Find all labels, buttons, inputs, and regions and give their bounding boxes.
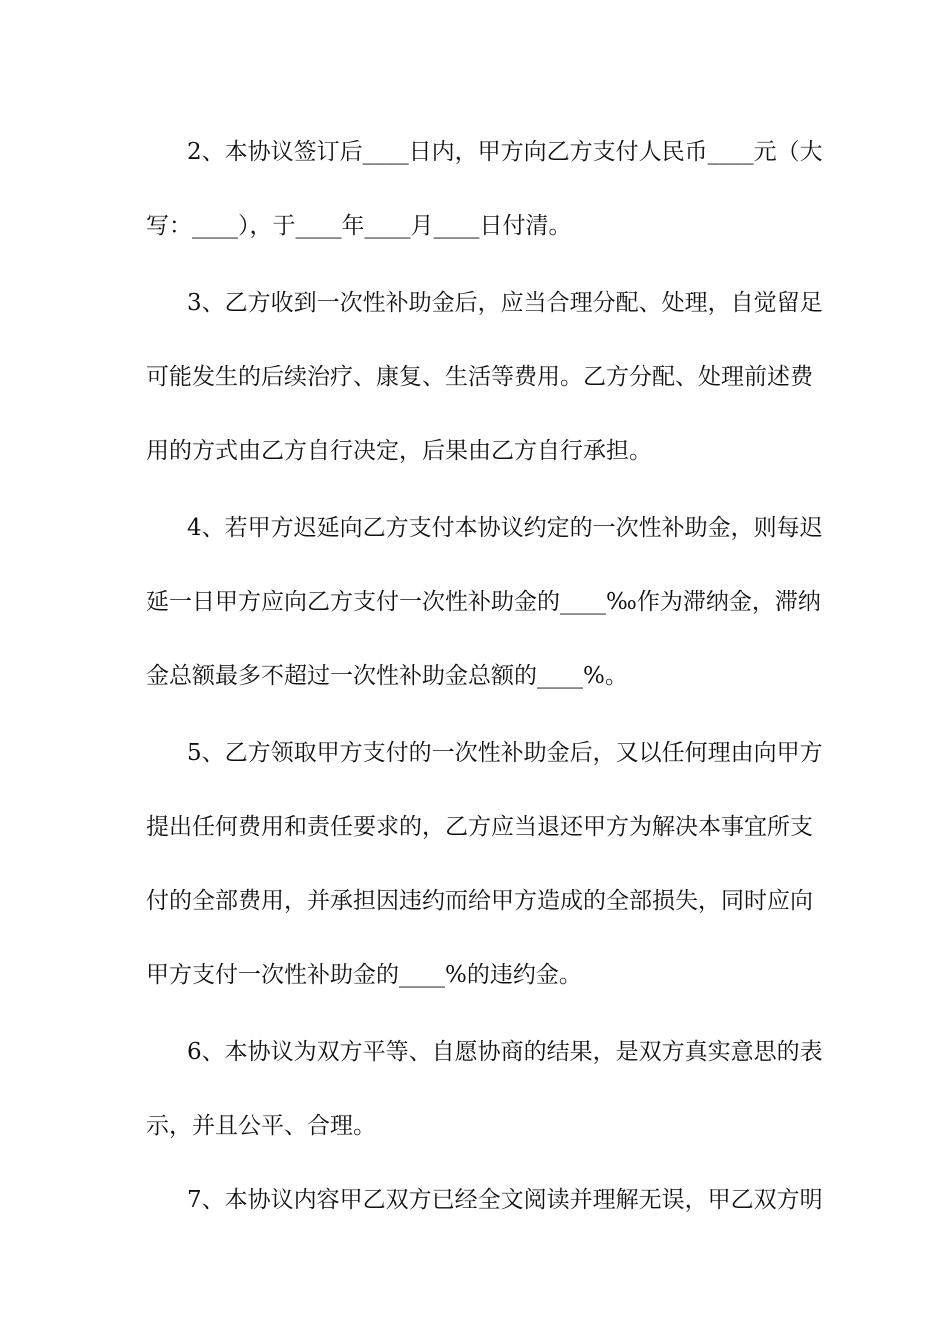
clause-4-line-1: 4、若甲方迟延向乙方支付本协议约定的一次性补助金，则每迟 bbox=[187, 515, 823, 541]
clause-6-line-2: 示，并且公平、合理。 bbox=[146, 1113, 376, 1139]
clause-5-line-2: 提出任何费用和责任要求的，乙方应当退还甲方为解决本事宜所支 bbox=[146, 814, 813, 840]
clause-3-line-2: 可能发生的后续治疗、康复、生活等费用。乙方分配、处理前述费 bbox=[146, 364, 813, 390]
clause-4-line-3: 金总额最多不超过一次性补助金总额的____%。 bbox=[146, 663, 628, 689]
clause-2-line-2: 写：____），于____年____月____日付清。 bbox=[146, 213, 572, 239]
clause-6-line-1: 6、本协议为双方平等、自愿协商的结果，是双方真实意思的表 bbox=[187, 1039, 823, 1065]
clause-3-line-1: 3、乙方收到一次性补助金后，应当合理分配、处理，自觉留足 bbox=[187, 290, 823, 316]
clause-2-line-1: 2、本协议签订后____日内，甲方向乙方支付人民币____元（大 bbox=[187, 139, 823, 165]
clause-3-line-3: 用的方式由乙方自行决定，后果由乙方自行承担。 bbox=[146, 438, 652, 464]
clause-5-line-4: 甲方支付一次性补助金的____%的违约金。 bbox=[146, 962, 582, 988]
clause-5-line-1: 5、乙方领取甲方支付的一次性补助金后，又以任何理由向甲方 bbox=[187, 740, 823, 766]
clause-4-line-2: 延一日甲方应向乙方支付一次性补助金的____‰作为滞纳金，滞纳 bbox=[146, 589, 821, 615]
clause-5-line-3: 付的全部费用，并承担因违约而给甲方造成的全部损失，同时应向 bbox=[146, 888, 813, 914]
clause-7-line-1: 7、本协议内容甲乙双方已经全文阅读并理解无误，甲乙双方明 bbox=[187, 1187, 823, 1213]
